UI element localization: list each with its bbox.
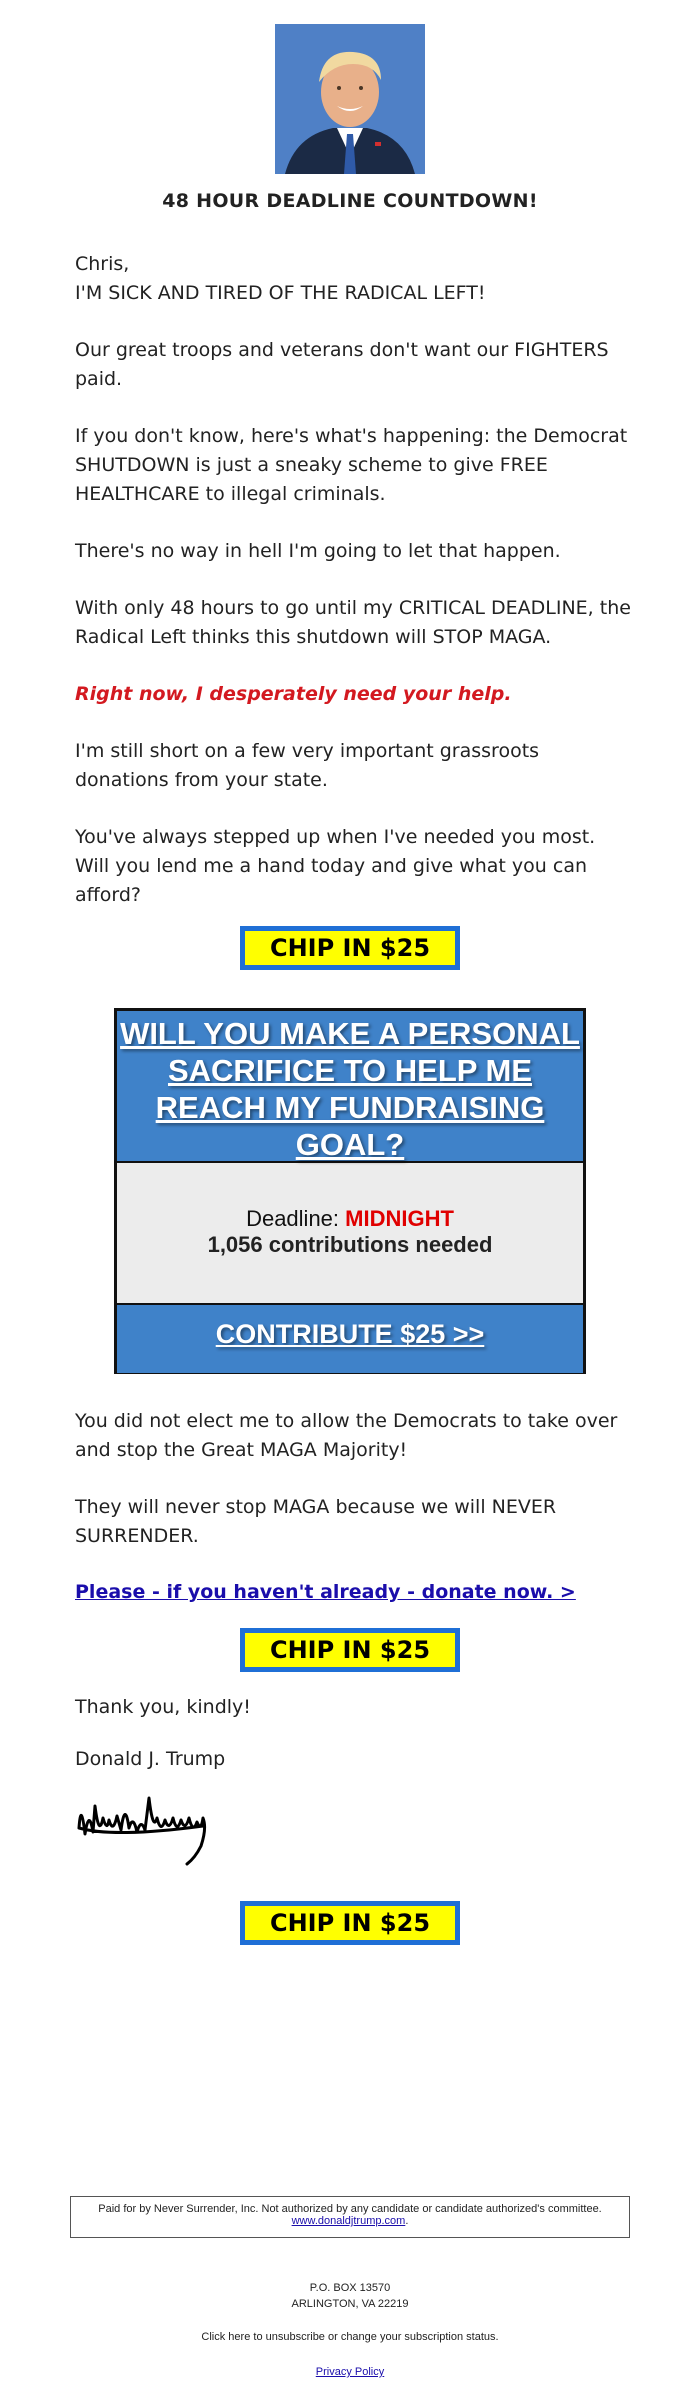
greeting-block <box>75 250 635 308</box>
po-box: P.O. BOX 13570 <box>309 2282 391 2294</box>
unsubscribe-link[interactable]: Click here to unsubscribe or change your subscription status. <box>201 2331 499 2343</box>
paragraph-shutdown: If you don't know, here's what's happening: the Democrat SHUTDOWN is just a sneaky scheme to give FREE HEALTHCARE to illegal criminals. <box>75 425 628 505</box>
greeting: Chris, <box>75 253 130 275</box>
thank-you: Thank you, kindly! <box>75 1696 251 1718</box>
city-address: ARLINGTON, VA 22219 <box>291 2298 409 2310</box>
chip-in-button-3[interactable]: CHIP IN $25 <box>240 1901 460 1945</box>
privacy-policy-row <box>0 2366 700 2378</box>
signoff-name: Donald J. Trump <box>75 1748 226 1770</box>
deadline-value: MIDNIGHT <box>345 1206 454 1231</box>
portrait-image <box>275 24 425 174</box>
box-deadline-panel <box>117 1163 583 1303</box>
paragraph-grassroots: I'm still short on a few very important grassroots donations from your state. <box>75 740 540 791</box>
paragraph-sick-and-tired: I'M SICK AND TIRED OF THE RADICAL LEFT! <box>75 282 486 304</box>
paragraph-did-not-elect: You did not elect me to allow the Democrats to take over and stop the Great MAGA Majority! <box>75 1410 618 1461</box>
website-link[interactable]: www.donaldjtrump.com <box>291 2215 406 2227</box>
paragraph-no-way: There's no way in hell I'm going to let that happen. <box>75 540 561 562</box>
contributions-needed: 1,056 contributions needed <box>207 1232 493 1257</box>
fundraising-goal-box[interactable] <box>114 1008 586 1374</box>
deadline-label: Deadline: <box>246 1206 340 1231</box>
signature-image <box>75 1788 215 1866</box>
email-headline: 48 HOUR DEADLINE COUNTDOWN! <box>162 190 538 212</box>
paragraph-deadline: With only 48 hours to go until my CRITICAL DEADLINE, the Radical Left thinks this shutdown will STOP MAGA. <box>75 597 631 648</box>
privacy-policy-link[interactable]: Privacy Policy <box>315 2366 385 2378</box>
paid-for-disclaimer: Paid for by Never Surrender, Inc. Not authorized by any candidate or candidate authorized's committee. <box>98 2203 602 2215</box>
contribute-button[interactable]: CONTRIBUTE $25 >> <box>215 1319 485 1349</box>
box-title[interactable]: WILL YOU MAKE A PERSONAL SACRIFICE TO HELP ME REACH MY FUNDRAISING GOAL? <box>120 1016 580 1162</box>
paragraph-stepped-up: You've always stepped up when I've needed you most. Will you lend me a hand today and give what you can afford? <box>75 826 596 906</box>
paid-for-disclaimer-box <box>70 2196 630 2238</box>
deadline-line <box>117 1163 583 1232</box>
paragraph-never-surrender: They will never stop MAGA because we will NEVER SURRENDER. <box>75 1496 557 1547</box>
box-title-banner[interactable] <box>117 1011 583 1163</box>
chip-in-button-2[interactable]: CHIP IN $25 <box>240 1628 460 1672</box>
website-line <box>71 2215 629 2227</box>
contribute-banner[interactable] <box>117 1303 583 1373</box>
donate-now-link[interactable]: Please - if you haven't already - donate now. > <box>75 1581 576 1603</box>
website-suffix: . <box>405 2215 409 2227</box>
paragraph-troops: Our great troops and veterans don't want our FIGHTERS paid. <box>75 339 609 390</box>
paragraph-need-help: Right now, I desperately need your help. <box>75 683 512 705</box>
header-portrait-photo <box>275 24 425 174</box>
chip-in-button-1[interactable]: CHIP IN $25 <box>240 926 460 970</box>
